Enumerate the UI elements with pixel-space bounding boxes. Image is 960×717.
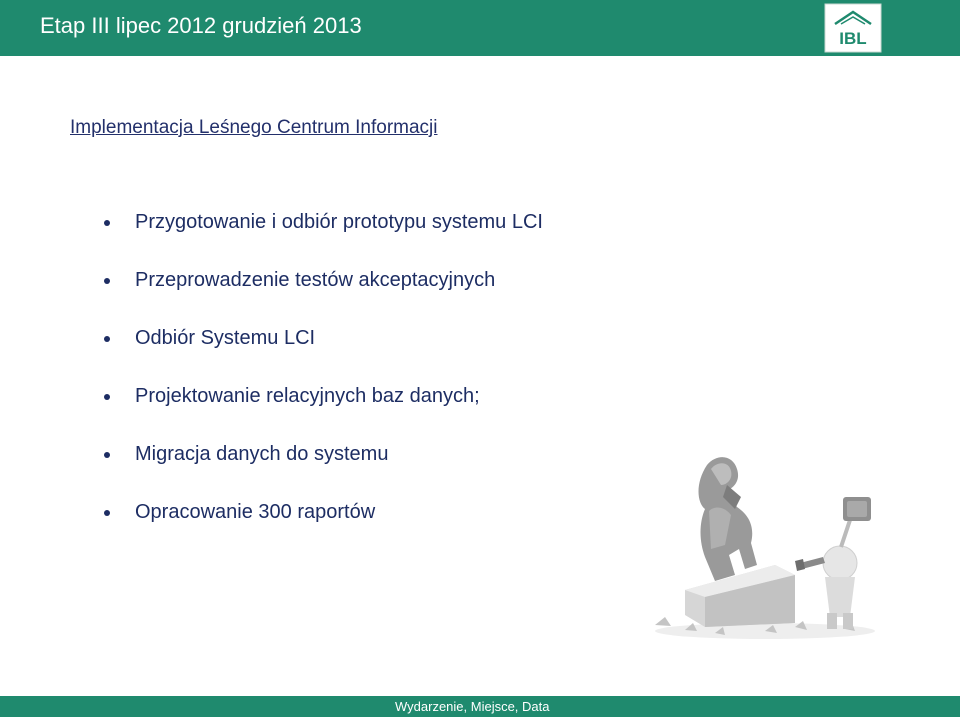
footer-text: Wydarzenie, Miejsce, Data bbox=[395, 699, 550, 714]
bullet-dot-icon bbox=[104, 220, 110, 226]
bullet-dot-icon bbox=[104, 336, 110, 342]
section-heading: Implementacja Leśnego Centrum Informacji bbox=[70, 117, 438, 138]
logo-text: IBL bbox=[839, 29, 867, 48]
thinker-statue-illustration bbox=[645, 445, 885, 645]
footer-bar bbox=[0, 696, 960, 717]
slide-title: Etap III lipec 2012 grudzień 2013 bbox=[40, 13, 362, 38]
header-bar bbox=[0, 0, 960, 56]
bullet-dot-icon bbox=[104, 510, 110, 516]
bullet-dot-icon bbox=[104, 394, 110, 400]
ibl-logo-icon bbox=[823, 2, 883, 54]
bullet-dot-icon bbox=[104, 278, 110, 284]
bullet-dot-icon bbox=[104, 452, 110, 458]
